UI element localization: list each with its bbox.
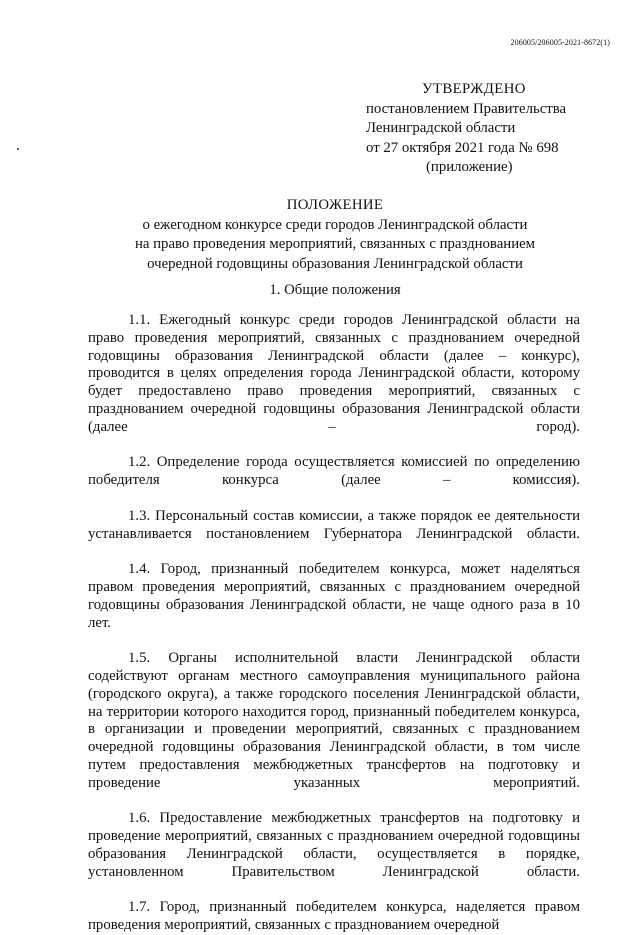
paragraph-1-4: 1.4. Город, признанный победителем конкурса, может наделяться правом проведения мероприятий, связанных с празднованием очередной годовщины образования Ленинградской области, не чаще одного раза в 10 лет. bbox=[88, 561, 580, 631]
document-title-block bbox=[80, 196, 590, 274]
paragraph-1-7: 1.7. Город, признанный победителем конкурса, наделяется правом проведения мероприятий, связанных с празднованием очередной bbox=[88, 899, 580, 934]
paragraph-1-1: 1.1. Ежегодный конкурс среди городов Ленинградской области на право проведения мероприятий, связанных с празднованием очередной годовщины образования Ленинградской области (далее – конкурс), проводится в целях определения города Ленинградской области, которому будет предоставлено право проведения мероприятий, связанных с празднованием очередной годовщины образования Ленинградской области (далее – город). bbox=[88, 312, 580, 435]
paragraph-1-2: 1.2. Определение города осуществляется комиссией по определению победителя конкурса (далее – комиссия). bbox=[88, 454, 580, 489]
document-title: ПОЛОЖЕНИЕ bbox=[286, 197, 384, 213]
paragraph-1-6: 1.6. Предоставление межбюджетных трансфертов на подготовку и проведение мероприятий, связанных с празднованием очередной годовщины образования Ленинградской области, осуществляется в порядке, установленном Правительством Ленинградской области. bbox=[88, 810, 580, 880]
paragraph-1-5: 1.5. Органы исполнительной власти Ленинградской области содействуют органам местного самоуправления муниципального района (городского округа), а также городского поселения Ленинградской области, на территории которого находится город, признанный победителем конкурса, в организации и проведении мероприятий, связанных с празднованием очередной годовщины образования Ленинградской области, в том числе путем предоставления межбюджетных трансфертов на подготовку и проведение указанных мероприятий. bbox=[88, 650, 580, 791]
approval-line-4: (приложение) bbox=[426, 159, 513, 175]
document-subtitle-3: очередной годовщины образования Ленинградской области bbox=[147, 255, 523, 272]
approval-line-2: Ленинградской области bbox=[366, 120, 516, 136]
approval-line-3: от 27 октября 2021 года № 698 bbox=[366, 139, 559, 156]
paragraph-1-3: 1.3. Персональный состав комиссии, а также порядок ее деятельности устанавливается постановлением Губернатора Ленинградской области. bbox=[88, 507, 580, 542]
section-heading: 1. Общие положения bbox=[269, 282, 401, 298]
approval-line-1: постановлением Правительства bbox=[366, 100, 567, 117]
document-registration-number: 206005/206005-2021-8672(1) bbox=[510, 38, 610, 47]
approval-stamp-block bbox=[366, 80, 606, 178]
document-body bbox=[88, 312, 580, 935]
document-subtitle-2: на право проведения мероприятий, связанных с празднованием bbox=[134, 236, 536, 252]
scan-speck bbox=[17, 148, 19, 150]
document-subtitle-1: о ежегодном конкурсе среди городов Ленинградской области bbox=[142, 216, 528, 233]
approval-title: УТВЕРЖДЕНО bbox=[422, 81, 526, 97]
